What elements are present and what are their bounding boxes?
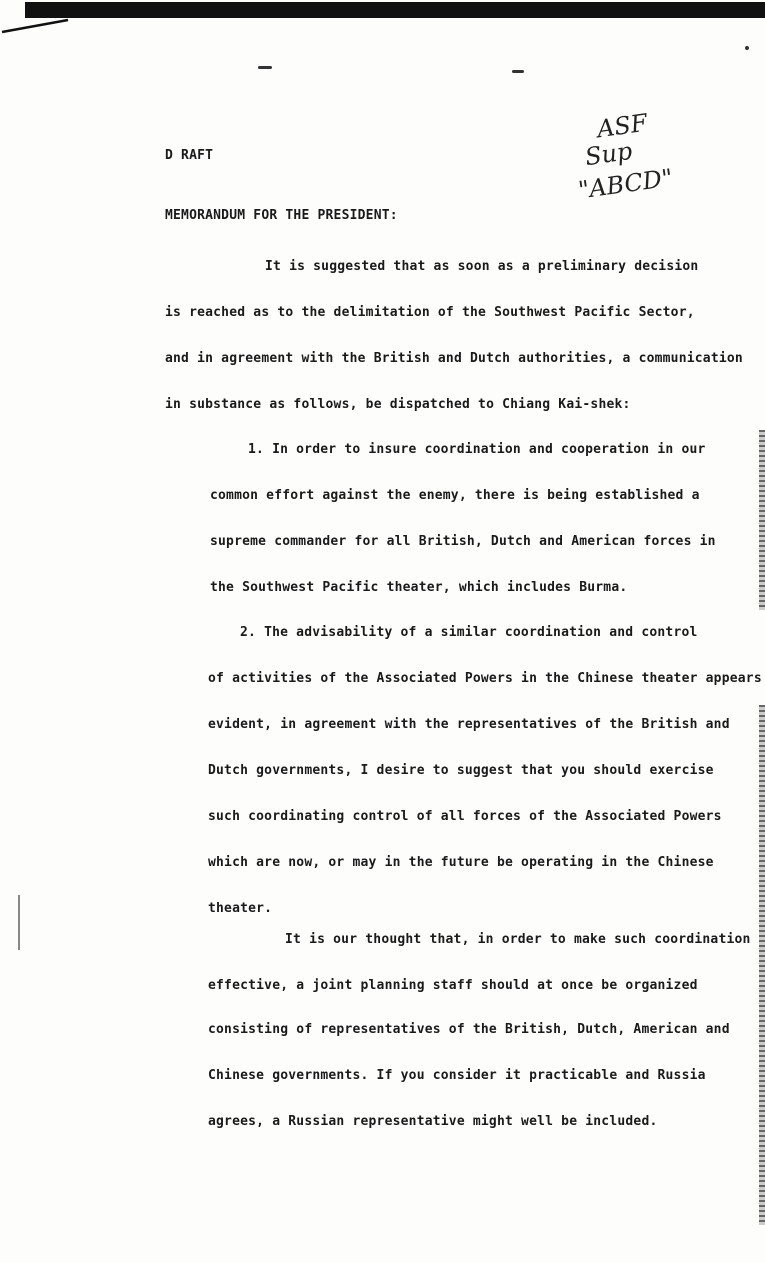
text-line: Chinese governments. If you consider it practicable and Russia xyxy=(208,1068,706,1083)
scan-speck xyxy=(745,46,749,50)
text-line: which are now, or may in the future be operating in the Chinese xyxy=(208,855,714,870)
text-line: Dutch governments, I desire to suggest that you should exercise xyxy=(208,763,714,778)
scan-left-mark xyxy=(18,895,20,950)
text-line: It is our thought that, in order to make such coordination xyxy=(285,932,751,947)
scan-speck xyxy=(512,70,524,73)
handwritten-note-line: ASF xyxy=(595,108,650,144)
text-line: agrees, a Russian representative might well be included. xyxy=(208,1114,658,1129)
text-line: the Southwest Pacific theater, which includes Burma. xyxy=(210,580,628,595)
text-line: effective, a joint planning staff should at once be organized xyxy=(208,978,698,993)
handwritten-note-line: "ABCD" xyxy=(576,163,675,205)
text-line: supreme commander for all British, Dutch and American forces in xyxy=(210,534,716,549)
text-line: It is suggested that as soon as a preliminary decision xyxy=(265,259,699,274)
text-line: 2. The advisability of a similar coordination and control xyxy=(240,625,698,640)
handwritten-note-line: Sup xyxy=(583,136,634,172)
draft-label: D RAFT xyxy=(165,148,214,163)
scan-right-edge xyxy=(759,705,765,1225)
text-line: consisting of representatives of the British, Dutch, American and xyxy=(208,1022,730,1037)
text-line: in substance as follows, be dispatched to Chiang Kai-shek: xyxy=(165,397,631,412)
text-line: theater. xyxy=(208,901,273,916)
text-line: of activities of the Associated Powers in the Chinese theater appears xyxy=(208,671,762,686)
text-line: such coordinating control of all forces of the Associated Powers xyxy=(208,809,722,824)
text-line: is reached as to the delimitation of the Southwest Pacific Sector, xyxy=(165,305,695,320)
scan-speck xyxy=(258,66,272,69)
text-line: common effort against the enemy, there is being established a xyxy=(210,488,700,503)
text-line: evident, in agreement with the representatives of the British and xyxy=(208,717,730,732)
memo-heading: MEMORANDUM FOR THE PRESIDENT: xyxy=(165,208,398,223)
text-line: and in agreement with the British and Dutch authorities, a communication xyxy=(165,351,743,366)
pen-stroke-mark xyxy=(0,14,70,44)
text-line: 1. In order to insure coordination and cooperation in our xyxy=(248,442,706,457)
scan-top-border xyxy=(25,2,765,18)
scan-right-edge xyxy=(759,430,765,610)
